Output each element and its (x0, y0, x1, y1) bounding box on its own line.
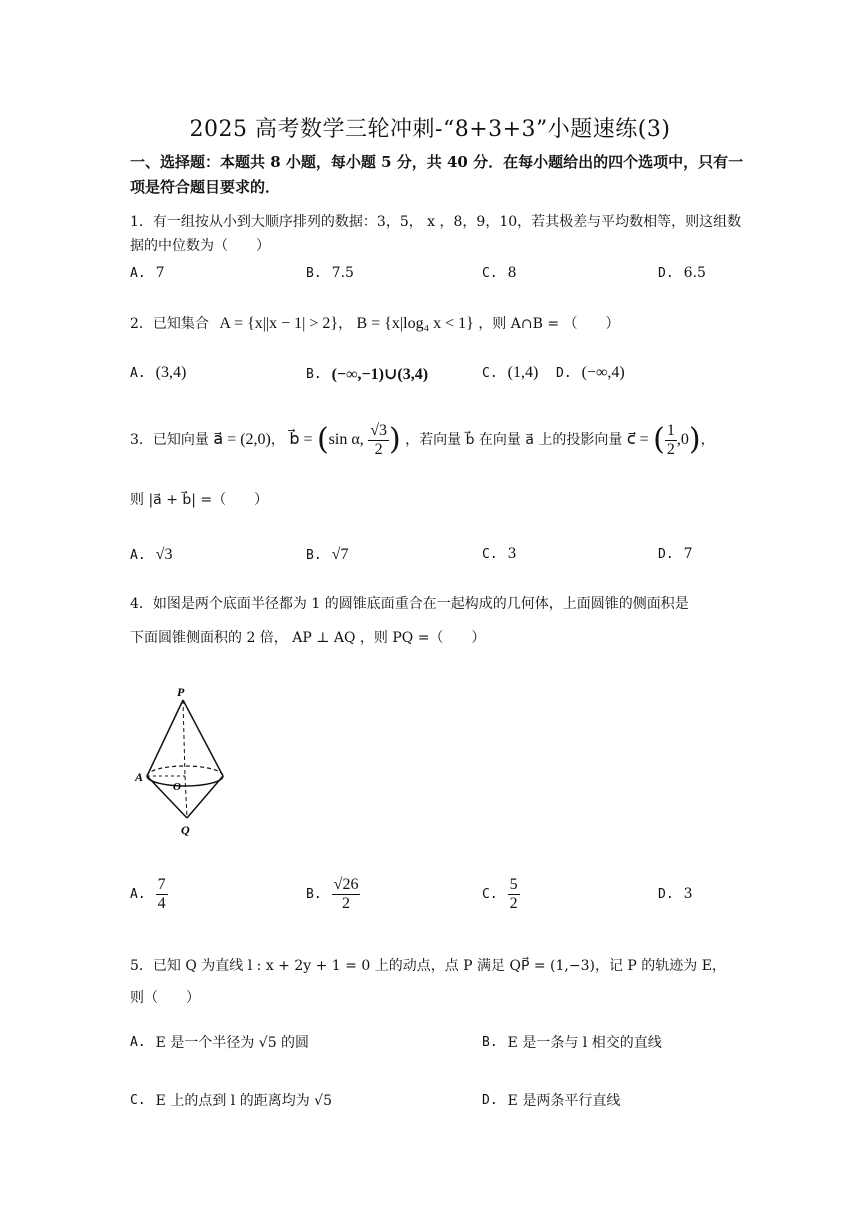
option-fraction: $\frac{7}{4}$ (157, 876, 166, 912)
option-label: B. (482, 1034, 498, 1050)
option-label: A. (130, 265, 146, 281)
option-label: A. (130, 365, 146, 381)
q2-option-b[interactable] (306, 364, 428, 384)
option-text: E 上的点到 l 的距离均为 √5 (155, 1093, 332, 1109)
page-title: 2025 高考数学三轮冲刺-“8+3+3”小题速练(3) (189, 117, 671, 142)
q4-option-a[interactable] (130, 876, 168, 913)
q5-option-a[interactable] (130, 1032, 309, 1052)
option-text: √7 (331, 546, 349, 563)
option-label: A. (130, 1034, 146, 1050)
option-fraction: $\frac{5}{2}$ (509, 876, 518, 912)
option-text: (1,4) (507, 364, 539, 381)
label-a: A (135, 770, 144, 784)
option-text: 3 (507, 546, 517, 562)
q4-option-c[interactable] (482, 876, 520, 913)
option-label: D. (658, 265, 674, 281)
option-label: C. (130, 1092, 146, 1108)
q4-option-b[interactable] (306, 876, 360, 913)
option-label: A. (130, 887, 146, 902)
double-cone-figure (125, 680, 245, 840)
q3-option-b[interactable] (306, 546, 348, 564)
q1-option-b[interactable] (306, 265, 354, 281)
vector-a: a⃗ = (2,0) (213, 431, 271, 448)
option-label: D. (658, 546, 674, 562)
q2-suffix: ，则 A∩B = （ ） (478, 316, 620, 332)
q3-option-d[interactable] (658, 546, 693, 562)
option-label: B. (306, 887, 322, 902)
q1-option-d[interactable] (658, 265, 706, 281)
option-text: (−∞,4) (581, 364, 625, 381)
question-1-stem: 1．有一组按从小到大顺序排列的数据：3，5， x ，8，9，10，若其极差与平均数相等，则这组数据的中位数为（ ） (130, 214, 742, 254)
option-label: C. (482, 365, 498, 381)
q2-option-c[interactable] (482, 364, 538, 382)
q1-option-a[interactable] (130, 265, 165, 281)
option-label: C. (482, 546, 498, 562)
option-label: D. (556, 365, 572, 381)
option-text: 7 (155, 265, 165, 281)
q3-prefix: 3．已知向量 (130, 432, 209, 448)
q3-mid: ，若向量 b⃗ 在向量 a⃗ 上的投影向量 (405, 432, 623, 448)
q3-option-c[interactable] (482, 546, 517, 562)
option-text: 3 (683, 886, 693, 902)
section-heading: 一、选择题：本题共 8 小题，每小题 5 分，共 40 分．在每小题给出的四个选项中，只有一项是符合题目要求的． (130, 153, 744, 196)
q3-option-a[interactable] (130, 546, 172, 564)
option-label: C. (482, 265, 498, 281)
q1-option-c[interactable] (482, 265, 517, 281)
question-3-line2: 则 |a⃗ + b⃗| =（ ） (130, 492, 269, 508)
option-label: C. (482, 887, 498, 902)
option-text: E 是一条与 l 相交的直线 (507, 1035, 662, 1051)
q4-option-d[interactable] (658, 886, 693, 902)
set-b: B = {x|log₄ x < 1} (356, 315, 474, 332)
label-o: O (173, 781, 181, 793)
fraction-sqrt3-over-2: $\frac{√3}{2}$ (370, 421, 387, 458)
q2-option-d[interactable] (556, 364, 625, 382)
option-fraction: $\frac{√26}{2}$ (333, 876, 359, 912)
option-text: 6.5 (683, 265, 706, 281)
option-label: B. (306, 265, 322, 281)
question-5-stem-line1: 5．已知 Q 为直线 l : x + 2y + 1 = 0 上的动点，点 P 满足 QP⃗ = (1,−3)，记 P 的轨迹为 E， (130, 958, 726, 974)
question-3-stem: 3．已知向量 a⃗ = (2,0)， b⃗ = (sin α, $\frac{√3}{2}$ ) ，若向量 b⃗ 在向量 a⃗ 上的投影向量 c⃗ = ( $\frac{1}{2}$ ,0)， (130, 421, 715, 458)
option-label: B. (306, 547, 322, 563)
q2-option-a[interactable] (130, 364, 186, 382)
vector-c-label: c⃗ = (626, 431, 649, 448)
q5-option-c[interactable] (130, 1090, 332, 1110)
option-label: D. (658, 886, 674, 902)
option-label: B. (306, 366, 322, 382)
option-text: E 是两条平行直线 (507, 1093, 621, 1109)
question-4-stem-line2: 下面圆锥侧面积的 2 倍， AP ⊥ AQ ，则 PQ =（ ） (130, 630, 486, 646)
option-text: (3,4) (155, 364, 187, 381)
set-a: A = {x||x − 1| > 2} (219, 315, 339, 332)
vector-b-label: b⃗ = (289, 431, 313, 448)
option-text: 8 (507, 265, 517, 281)
option-text: 7.5 (331, 265, 354, 281)
q5-option-b[interactable] (482, 1032, 662, 1052)
option-text: E 是一个半径为 √5 的圆 (155, 1035, 310, 1051)
fraction-one-half: $\frac{1}{2}$ (666, 421, 675, 458)
question-5-stem-line2: 则（ ） (130, 990, 200, 1006)
option-text: 7 (683, 546, 693, 562)
option-label: D. (482, 1092, 498, 1108)
option-text: (−∞,−1)∪(3,4) (331, 366, 429, 383)
question-4-stem-line1: 4．如图是两个底面半径都为 1 的圆锥底面重合在一起构成的几何体，上面圆锥的侧面积是 (130, 596, 689, 612)
sin-alpha: sin α, (328, 431, 364, 448)
label-q: Q (181, 823, 190, 837)
q2-prefix: 2．已知集合 (130, 316, 209, 332)
label-p: P (177, 685, 185, 699)
option-text: √3 (155, 546, 173, 563)
q5-option-d[interactable] (482, 1090, 620, 1110)
option-label: A. (130, 547, 146, 563)
question-2-stem: 2．已知集合 A = {x||x − 1| > 2}， B = {x|log₄ x < 1} ，则 A∩B = （ ） (130, 315, 620, 332)
